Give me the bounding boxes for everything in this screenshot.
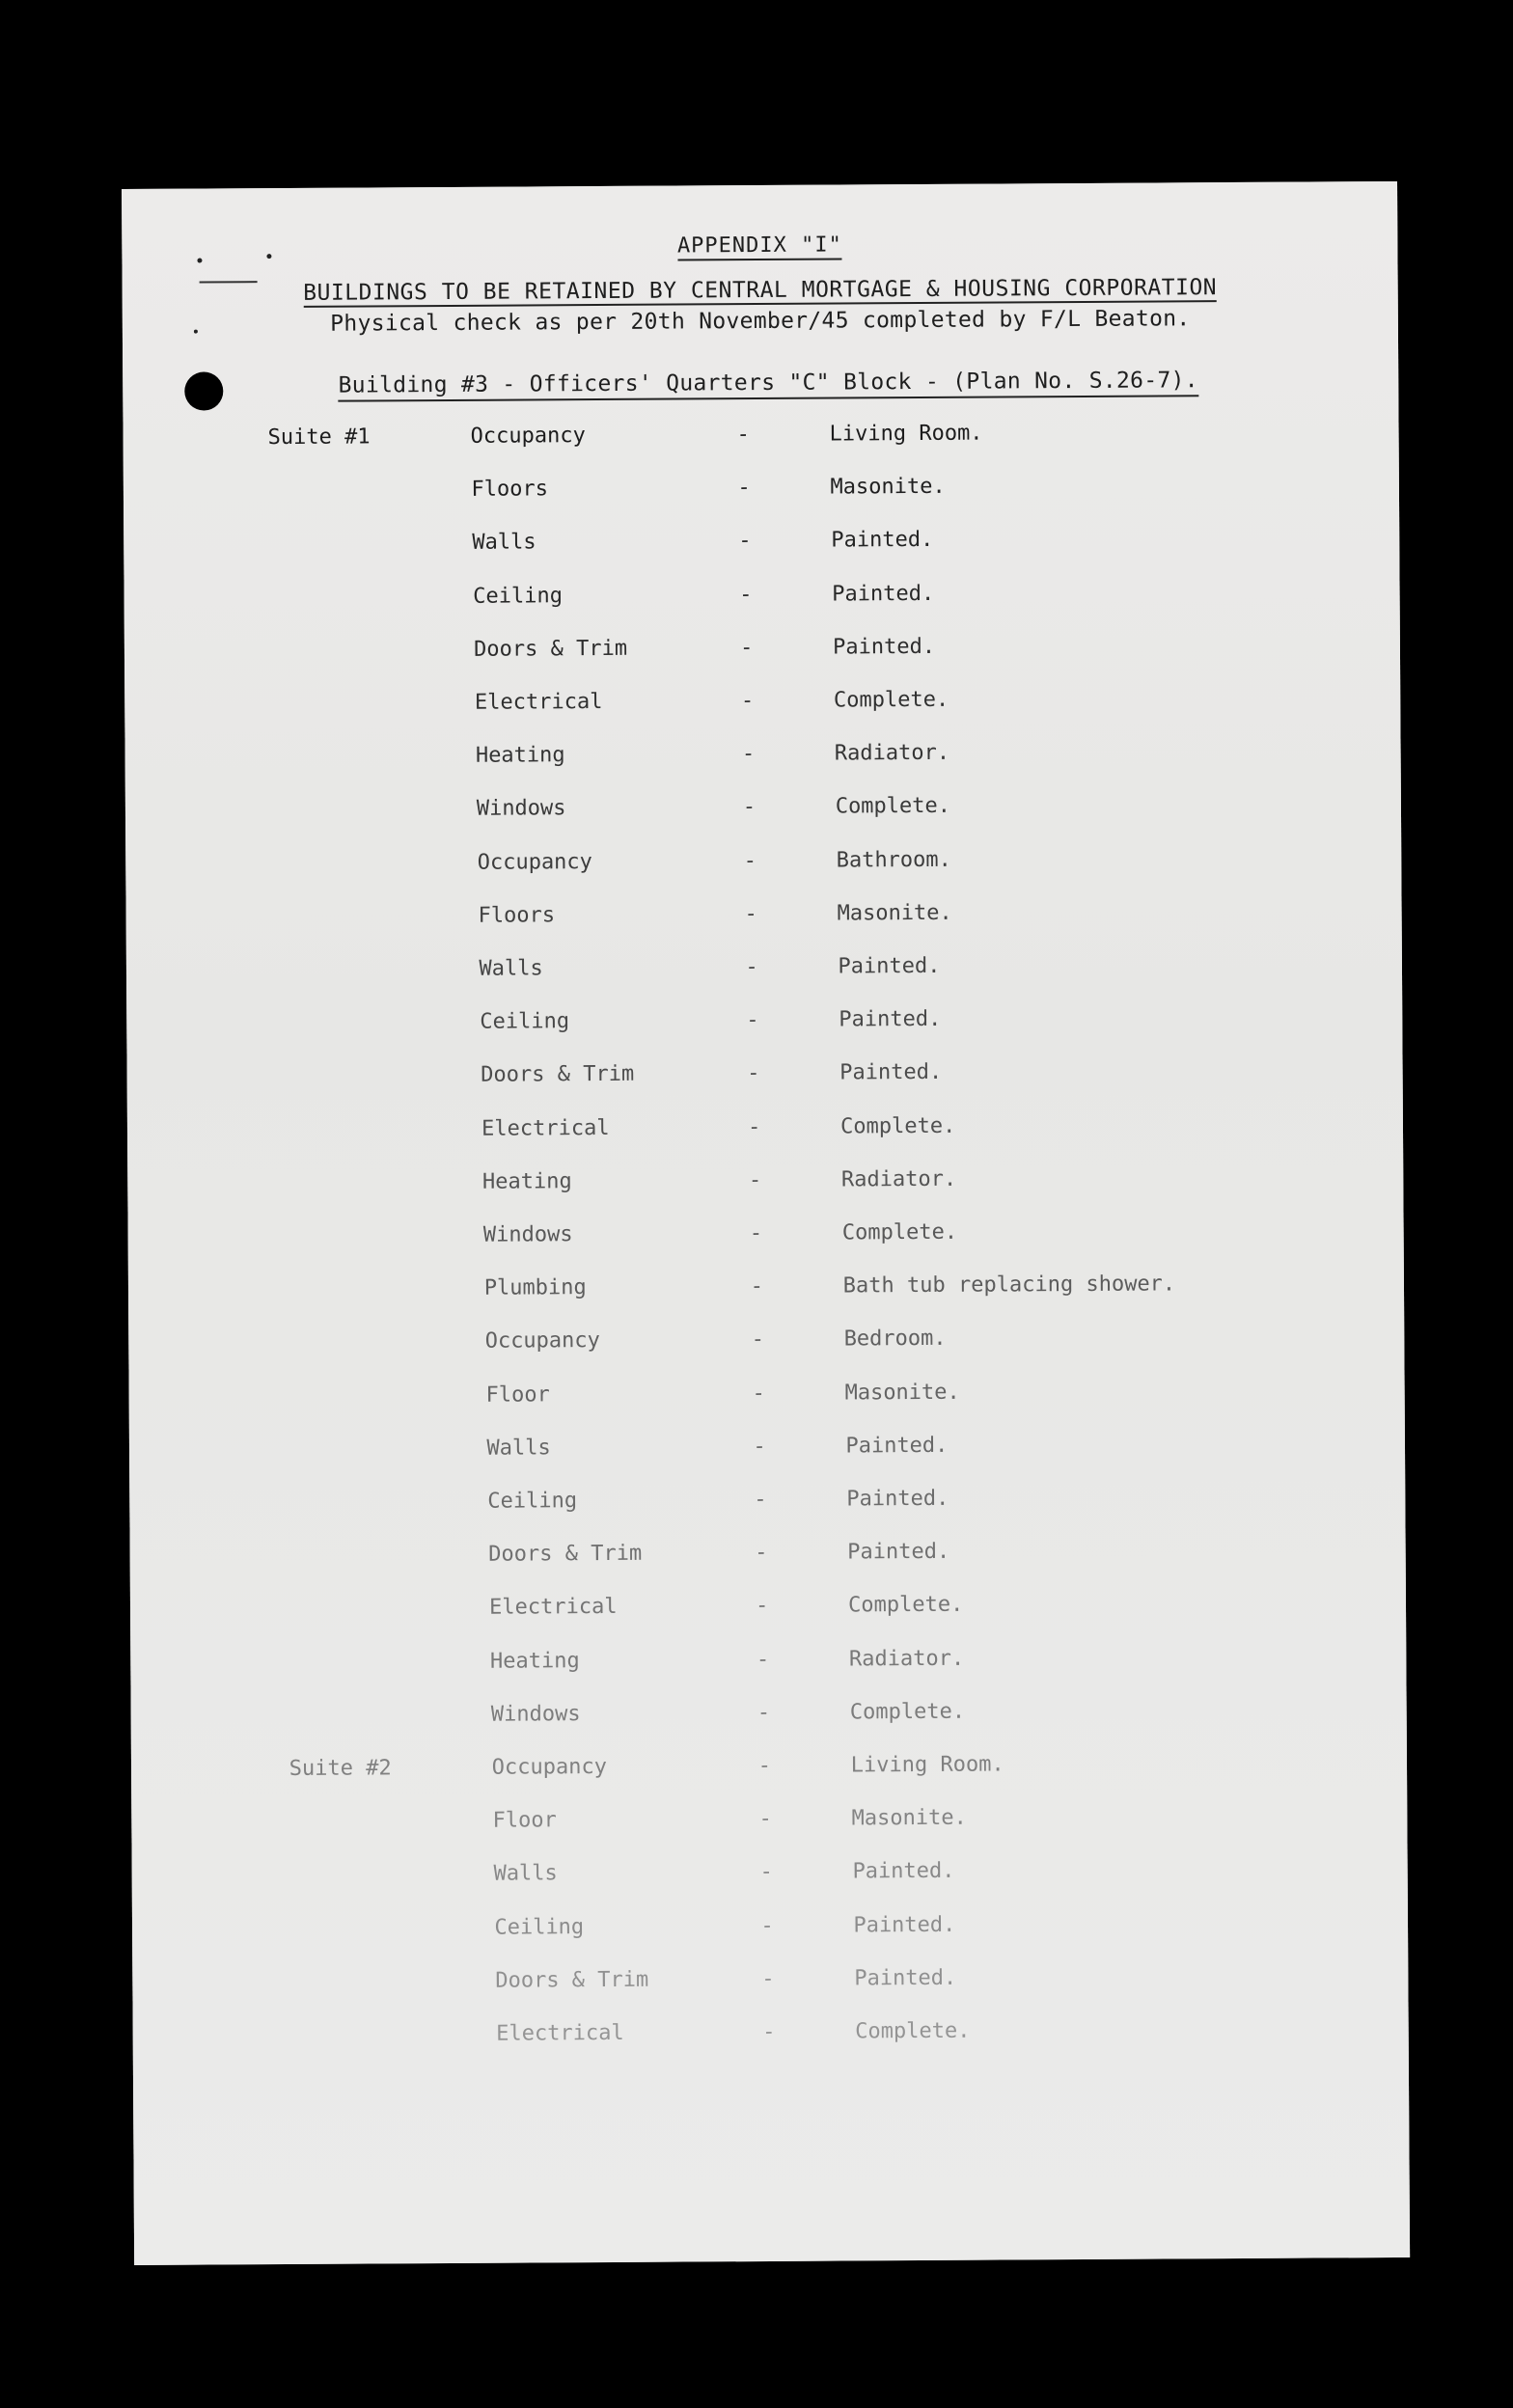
separator-dash: - (742, 795, 756, 820)
item-value: Painted. (853, 1912, 956, 1938)
building-heading: Building #3 - Officers' Quarters "C" Block - (Plan No. S.26-7). (130, 367, 1406, 399)
item-label: Doors & Trim (481, 1062, 635, 1088)
separator-dash: - (736, 423, 750, 448)
item-label: Walls (486, 1436, 551, 1461)
item-value: Complete. (855, 2018, 971, 2044)
table-row (126, 632, 1402, 669)
table-row (124, 419, 1399, 455)
item-label: Floor (492, 1808, 557, 1833)
suite-label: Suite #1 (267, 424, 371, 451)
separator-dash: - (740, 689, 755, 714)
separator-dash: - (743, 848, 756, 873)
table-row (128, 738, 1404, 775)
item-value: Painted. (839, 1007, 942, 1032)
separator-dash: - (753, 1434, 766, 1459)
table-row (138, 1377, 1414, 1413)
item-label: Electrical (489, 1595, 618, 1621)
table-row (140, 1484, 1416, 1520)
table-row (129, 791, 1405, 828)
separator-dash: - (745, 955, 758, 980)
item-value: Bedroom. (843, 1327, 947, 1352)
item-label: Windows (482, 1222, 573, 1247)
separator-dash: - (741, 742, 756, 767)
item-label: Walls (472, 530, 536, 556)
separator-dash: - (750, 1274, 764, 1300)
table-row (131, 951, 1407, 988)
item-label: Floor (485, 1382, 550, 1408)
separator-dash: - (761, 1966, 775, 1991)
separator-dash: - (748, 1114, 761, 1139)
item-value: Complete. (849, 1699, 966, 1725)
item-value: Masonite. (837, 900, 952, 926)
item-label: Ceiling (487, 1489, 578, 1514)
separator-dash: - (760, 1913, 774, 1938)
table-row (148, 1963, 1423, 2000)
item-value: Complete. (840, 1113, 956, 1139)
item-value: Complete. (833, 687, 949, 713)
item-label: Electrical (474, 690, 603, 715)
table-row (143, 1643, 1418, 1680)
separator-dash: - (755, 1541, 768, 1566)
separator-dash: - (751, 1327, 764, 1353)
table-row (134, 1110, 1410, 1147)
document-title: BUILDINGS TO BE RETAINED BY CENTRAL MORTGAGE & HOUSING CORPORATION (303, 275, 1218, 306)
item-label: Occupancy (491, 1754, 608, 1780)
item-value: Radiator. (834, 740, 950, 766)
separator-dash: - (756, 1647, 770, 1672)
table-row (127, 685, 1403, 722)
item-value: Painted. (847, 1540, 950, 1565)
separator-dash: - (762, 2019, 776, 2045)
separator-dash: - (759, 1860, 773, 1885)
table-row (139, 1431, 1415, 1467)
item-value: Masonite. (844, 1380, 960, 1406)
separator-dash: - (739, 582, 753, 607)
item-label: Windows (476, 796, 566, 822)
separator-dash: - (737, 476, 751, 501)
item-label: Heating (481, 1169, 572, 1194)
item-label: Ceiling (494, 1914, 585, 1940)
separator-dash: - (754, 1487, 767, 1513)
table-row (135, 1164, 1411, 1201)
item-label: Doors & Trim (495, 1967, 649, 1993)
table-row (146, 1803, 1421, 1840)
separator-dash: - (752, 1381, 765, 1406)
item-label: Electrical (481, 1115, 610, 1141)
separator-dash: - (744, 901, 757, 926)
table-row (124, 472, 1399, 508)
separator-dash: - (746, 1008, 759, 1033)
item-value: Bath tub replacing shower. (842, 1272, 1176, 1299)
item-label: Heating (475, 743, 565, 768)
item-label: Occupancy (470, 424, 586, 449)
item-value: Living Room. (829, 421, 983, 447)
table-row (132, 1004, 1408, 1041)
item-value: Masonite. (830, 475, 946, 500)
separator-dash: - (749, 1221, 763, 1246)
item-label: Ceiling (473, 583, 564, 609)
table-row (144, 1697, 1419, 1734)
table-row (142, 1590, 1417, 1627)
table-row (125, 579, 1401, 616)
separator-dash: - (740, 635, 754, 660)
table-row (133, 1057, 1409, 1094)
suite-label: Suite #2 (289, 1756, 392, 1782)
item-value: Complete. (841, 1219, 958, 1245)
item-label: Electrical (496, 2020, 624, 2046)
document-page (122, 181, 1410, 2265)
item-label: Floors (478, 903, 556, 928)
item-value: Bathroom. (836, 847, 951, 873)
item-label: Floors (471, 477, 549, 503)
item-value: Complete. (835, 794, 951, 819)
item-value: Painted. (852, 1859, 955, 1884)
table-row (130, 898, 1406, 935)
item-label: Walls (479, 956, 543, 981)
separator-dash: - (757, 1753, 772, 1779)
item-value: Complete. (848, 1593, 964, 1618)
table-row (136, 1218, 1412, 1254)
separator-dash: - (756, 1594, 769, 1619)
item-label: Doors & Trim (474, 636, 628, 662)
separator-dash: - (738, 529, 752, 554)
item-label: Heating (489, 1648, 580, 1674)
item-value: Living Room. (850, 1752, 1004, 1778)
item-value: Painted. (833, 634, 936, 660)
appendix-heading: APPENDIX "I" (122, 230, 1397, 261)
table-row (137, 1271, 1413, 1307)
document-subtitle: Physical check as per 20th November/45 completed by F/L Beaton. (330, 306, 1191, 337)
item-value: Painted. (838, 953, 941, 979)
item-label: Walls (493, 1861, 558, 1887)
table-row (141, 1537, 1417, 1573)
separator-dash: - (756, 1700, 771, 1725)
item-value: Painted. (845, 1433, 949, 1459)
table-row (147, 1909, 1422, 1946)
item-label: Ceiling (480, 1009, 570, 1034)
item-label: Doors & Trim (488, 1541, 643, 1567)
item-label: Plumbing (483, 1275, 587, 1300)
separator-dash: - (758, 1807, 772, 1832)
item-label: Occupancy (477, 849, 592, 875)
table-row (130, 845, 1406, 882)
item-label: Windows (490, 1701, 581, 1727)
item-value: Radiator. (848, 1646, 965, 1672)
item-value: Masonite. (851, 1805, 967, 1831)
item-value: Painted. (846, 1486, 949, 1512)
item-value: Painted. (839, 1060, 943, 1085)
item-value: Painted. (832, 581, 935, 607)
table-row (149, 2016, 1424, 2053)
item-value: Painted. (831, 528, 934, 553)
table-row (138, 1324, 1414, 1360)
item-label: Occupancy (484, 1328, 600, 1354)
item-value: Radiator. (840, 1166, 957, 1192)
item-value: Painted. (854, 1965, 957, 1991)
table-row (124, 525, 1400, 561)
table-row (146, 1856, 1421, 1893)
separator-dash: - (748, 1167, 762, 1192)
separator-dash: - (747, 1061, 760, 1086)
table-row (145, 1750, 1420, 1787)
